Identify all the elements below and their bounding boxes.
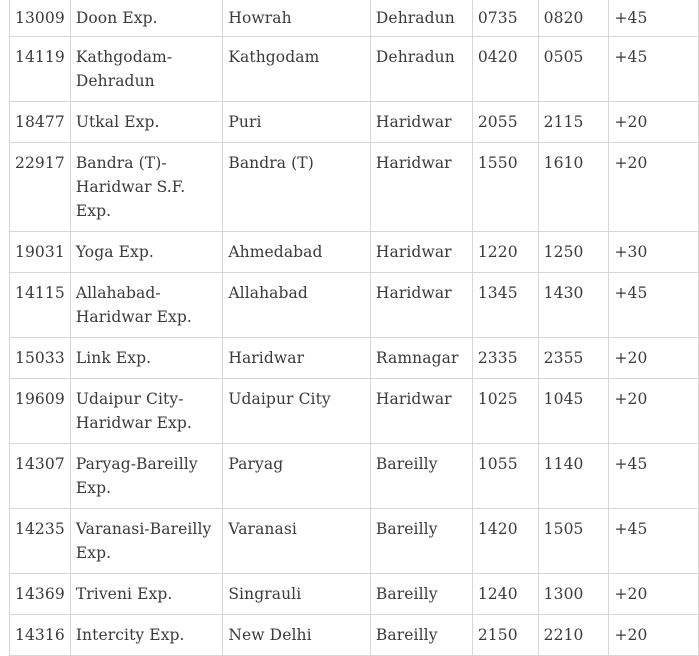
- arrival-time-cell: 2335: [472, 338, 538, 379]
- train-number-cell: 14119: [10, 37, 71, 102]
- halt-duration-cell: +45: [609, 444, 699, 509]
- origin-station-cell: Udaipur City: [223, 379, 371, 444]
- destination-station-cell: Haridwar: [370, 143, 472, 232]
- arrival-time-cell: 1550: [472, 143, 538, 232]
- table-row: [10, 574, 699, 615]
- table-row: [10, 379, 699, 444]
- departure-time-cell: 2210: [538, 615, 609, 656]
- origin-station-cell: New Delhi: [223, 615, 371, 656]
- halt-duration-cell: +20: [609, 379, 699, 444]
- train-name-cell: Utkal Exp.: [70, 102, 223, 143]
- origin-station-cell: Allahabad: [223, 273, 371, 338]
- origin-station-cell: Ahmedabad: [223, 232, 371, 273]
- train-name-cell: Udaipur City-Haridwar Exp.: [70, 379, 223, 444]
- departure-time-cell: 1610: [538, 143, 609, 232]
- halt-duration-cell: +45: [609, 0, 699, 37]
- train-name-cell: Kathgodam-Dehradun: [70, 37, 223, 102]
- origin-station-cell: Singrauli: [223, 574, 371, 615]
- departure-time-cell: 1250: [538, 232, 609, 273]
- arrival-time-cell: 2150: [472, 615, 538, 656]
- origin-station-cell: Paryag: [223, 444, 371, 509]
- table-row: [10, 37, 699, 102]
- train-number-cell: 14115: [10, 273, 71, 338]
- train-number-cell: 14307: [10, 444, 71, 509]
- train-name-cell: Link Exp.: [70, 338, 223, 379]
- table-row: [10, 615, 699, 656]
- train-name-cell: Paryag-Bareilly Exp.: [70, 444, 223, 509]
- arrival-time-cell: 0735: [472, 0, 538, 37]
- origin-station-cell: Varanasi: [223, 509, 371, 574]
- halt-duration-cell: +45: [609, 273, 699, 338]
- train-number-cell: 13009: [10, 0, 71, 37]
- train-name-cell: Allahabad-Haridwar Exp.: [70, 273, 223, 338]
- destination-station-cell: Bareilly: [370, 574, 472, 615]
- destination-station-cell: Dehradun: [370, 0, 472, 37]
- train-number-cell: 15033: [10, 338, 71, 379]
- arrival-time-cell: 1345: [472, 273, 538, 338]
- arrival-time-cell: 0420: [472, 37, 538, 102]
- origin-station-cell: Kathgodam: [223, 37, 371, 102]
- destination-station-cell: Haridwar: [370, 102, 472, 143]
- halt-duration-cell: +30: [609, 232, 699, 273]
- arrival-time-cell: 1025: [472, 379, 538, 444]
- departure-time-cell: 1430: [538, 273, 609, 338]
- destination-station-cell: Bareilly: [370, 444, 472, 509]
- train-number-cell: 22917: [10, 143, 71, 232]
- origin-station-cell: Puri: [223, 102, 371, 143]
- train-number-cell: 18477: [10, 102, 71, 143]
- arrival-time-cell: 1220: [472, 232, 538, 273]
- arrival-time-cell: 1055: [472, 444, 538, 509]
- departure-time-cell: 1300: [538, 574, 609, 615]
- destination-station-cell: Ramnagar: [370, 338, 472, 379]
- origin-station-cell: Howrah: [223, 0, 371, 37]
- halt-duration-cell: +20: [609, 338, 699, 379]
- table-row: [10, 338, 699, 379]
- train-number-cell: 14316: [10, 615, 71, 656]
- arrival-time-cell: 2055: [472, 102, 538, 143]
- destination-station-cell: Dehradun: [370, 37, 472, 102]
- departure-time-cell: 1505: [538, 509, 609, 574]
- departure-time-cell: 2115: [538, 102, 609, 143]
- halt-duration-cell: +20: [609, 615, 699, 656]
- table-row: [10, 0, 699, 37]
- departure-time-cell: 2355: [538, 338, 609, 379]
- train-name-cell: Varanasi-Bareilly Exp.: [70, 509, 223, 574]
- destination-station-cell: Haridwar: [370, 379, 472, 444]
- train-number-cell: 19609: [10, 379, 71, 444]
- departure-time-cell: 1045: [538, 379, 609, 444]
- train-number-cell: 14235: [10, 509, 71, 574]
- table-row: [10, 273, 699, 338]
- halt-duration-cell: +20: [609, 143, 699, 232]
- halt-duration-cell: +45: [609, 37, 699, 102]
- destination-station-cell: Bareilly: [370, 615, 472, 656]
- arrival-time-cell: 1240: [472, 574, 538, 615]
- departure-time-cell: 1140: [538, 444, 609, 509]
- table-row: [10, 232, 699, 273]
- halt-duration-cell: +20: [609, 574, 699, 615]
- table-row: [10, 102, 699, 143]
- table-row: [10, 444, 699, 509]
- train-number-cell: 14369: [10, 574, 71, 615]
- train-schedule-table: [9, 0, 699, 656]
- train-name-cell: Triveni Exp.: [70, 574, 223, 615]
- arrival-time-cell: 1420: [472, 509, 538, 574]
- table-row: [10, 143, 699, 232]
- train-name-cell: Bandra (T)-Haridwar S.F. Exp.: [70, 143, 223, 232]
- train-name-cell: Yoga Exp.: [70, 232, 223, 273]
- destination-station-cell: Haridwar: [370, 273, 472, 338]
- table-row: [10, 509, 699, 574]
- origin-station-cell: Bandra (T): [223, 143, 371, 232]
- destination-station-cell: Haridwar: [370, 232, 472, 273]
- departure-time-cell: 0820: [538, 0, 609, 37]
- halt-duration-cell: +45: [609, 509, 699, 574]
- train-number-cell: 19031: [10, 232, 71, 273]
- train-name-cell: Intercity Exp.: [70, 615, 223, 656]
- destination-station-cell: Bareilly: [370, 509, 472, 574]
- train-name-cell: Doon Exp.: [70, 0, 223, 37]
- halt-duration-cell: +20: [609, 102, 699, 143]
- origin-station-cell: Haridwar: [223, 338, 371, 379]
- departure-time-cell: 0505: [538, 37, 609, 102]
